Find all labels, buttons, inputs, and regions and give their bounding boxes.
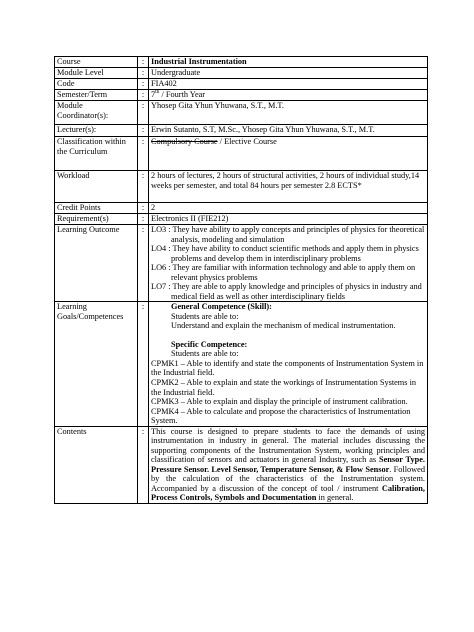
table-row [55,125,428,137]
row-label: Course [55,57,138,68]
table-row [55,101,428,125]
competence-code: CPMK4 [151,406,179,416]
row-label: Lecturer(s): [55,125,138,137]
contents-part: This course is designed to prepare students to face the demands of using instrumentation in industry in general. The material includes discussing the supporting components of the Instrumentation System, working principles and classification of sensors and actuators in general Industry, such as [151,426,425,465]
competence-code: CPMK2 [151,377,179,387]
contents-text [149,426,428,503]
learning-outcome-item: LO7 : They are able to apply knowledge and principles of physics in industry and medical field as well as other interdisciplinary fields [151,282,422,301]
semester-value [149,90,428,101]
semester-suffix: th [155,89,160,96]
row-separator: : [138,137,149,171]
competence-text: – Able to calculate and propose the characteristics of Instrumentation System. [151,406,411,426]
specific-competence-intro: Students are able to: [171,349,239,359]
row-label: Semester/Term [55,90,138,101]
code-value: FIA402 [149,79,428,90]
row-separator: : [138,68,149,79]
row-separator: : [138,171,149,203]
row-separator: : [138,90,149,101]
competence-item [151,407,425,426]
requirements-value: Electronics II (FIE212) [149,214,428,225]
row-label: Classification within the Curriculum [55,137,138,171]
contents-part: . Followed by the calculation of the characteristics of the Instrumentation system. Accompanied by a discussion of the concept of tool / instrument [151,464,425,493]
general-competence-title: General Competence (Skill): [171,302,272,312]
coordinator-value: Yhosep Gita Yhun Yhuwana, S.T., M.T. [149,101,428,125]
table-row [55,302,428,426]
module-description-table [54,56,428,504]
learning-outcome-list [149,225,428,302]
row-label: Requirement(s) [55,214,138,225]
table-row [55,137,428,171]
learning-outcome-item: LO4 : They have ability to conduct scientific methods and apply them in physics problems and develop them in interdisciplinary problems [151,244,419,263]
table-row [55,203,428,214]
row-label: Code [55,79,138,90]
table-row [55,68,428,79]
workload-value: 2 hours of lectures, 2 hours of structural activities, 2 hours of individual study,14 weeks per semester, and total 84 hours per semester 2.8 ECTS* [149,171,428,203]
general-competence-text: Understand and explain the mechanism of medical instrumentation. [171,321,396,331]
row-label: Module Level [55,68,138,79]
learning-outcome-item: LO3 : They have ability to apply concepts and principles of physics for theoretical analysis, modeling and simulation [151,225,425,244]
row-separator: : [138,203,149,214]
table-row [55,90,428,101]
competence-item [151,378,425,397]
elective-course: / Elective Course [217,137,277,146]
row-label: Workload [55,171,138,203]
row-separator: : [138,426,149,503]
row-label: Learning Goals/Competences [55,302,138,426]
row-label: Learning Outcome [55,225,138,302]
table-row [55,214,428,225]
row-separator: : [138,214,149,225]
semester-year: / Fourth Year [159,90,206,99]
row-label: Module Coordinator(s): [55,101,138,125]
row-separator: : [138,57,149,68]
competence-text: – Able to explain and state the workings of Instrumentation Systems in the Industrial field. [151,377,417,397]
lecturers-value: Erwin Sutanto, S.T, M.Sc., Yhosep Gita Yhun Yhuwana, S.T., M.T. [149,125,428,137]
table-row [55,225,428,302]
spacer [151,331,425,340]
row-separator: : [138,125,149,137]
competence-text: – Able to identify and state the components of Instrumentation System in the Industrial field. [151,358,424,378]
general-competence-intro: Students are able to: [171,311,239,321]
competence-code: CPMK1 [151,358,179,368]
course-value: Industrial Instrumentation [149,57,428,68]
module-level-value: Undergraduate [149,68,428,79]
row-label: Contents [55,426,138,503]
table-row [55,171,428,203]
contents-calibration-topics: Calibration, Process Controls, Symbols and Documentation [151,483,425,503]
row-separator: : [138,79,149,90]
competence-text: – Able to explain and display the principle of instrument calibration. [178,397,408,407]
table-row [55,426,428,503]
row-separator: : [138,225,149,302]
contents-sensor-types: Sensor Type. Pressure Sensor. Level Sensor, Temperature Sensor, & Flow Sensor [151,455,425,474]
classification-value [149,137,428,171]
competence-item [151,359,425,378]
row-separator: : [138,302,149,426]
credit-points-value: 2 [149,203,428,214]
compulsory-course-struck: Compulsory Course [151,137,218,146]
table-row [55,79,428,90]
competence-code: CPMK3 [151,397,179,407]
competence-item [151,397,425,407]
learning-outcome-item: LO6 : They are familiar with information technology and able to apply them on relevant physics problems [151,263,416,282]
contents-part: in general. [316,493,354,503]
row-separator: : [138,101,149,125]
table-row [55,57,428,68]
specific-competence-title: Specific Competence: [171,339,248,349]
learning-goals-cell [149,302,428,426]
semester-number: 7 [151,90,156,99]
row-label: Credit Points [55,203,138,214]
